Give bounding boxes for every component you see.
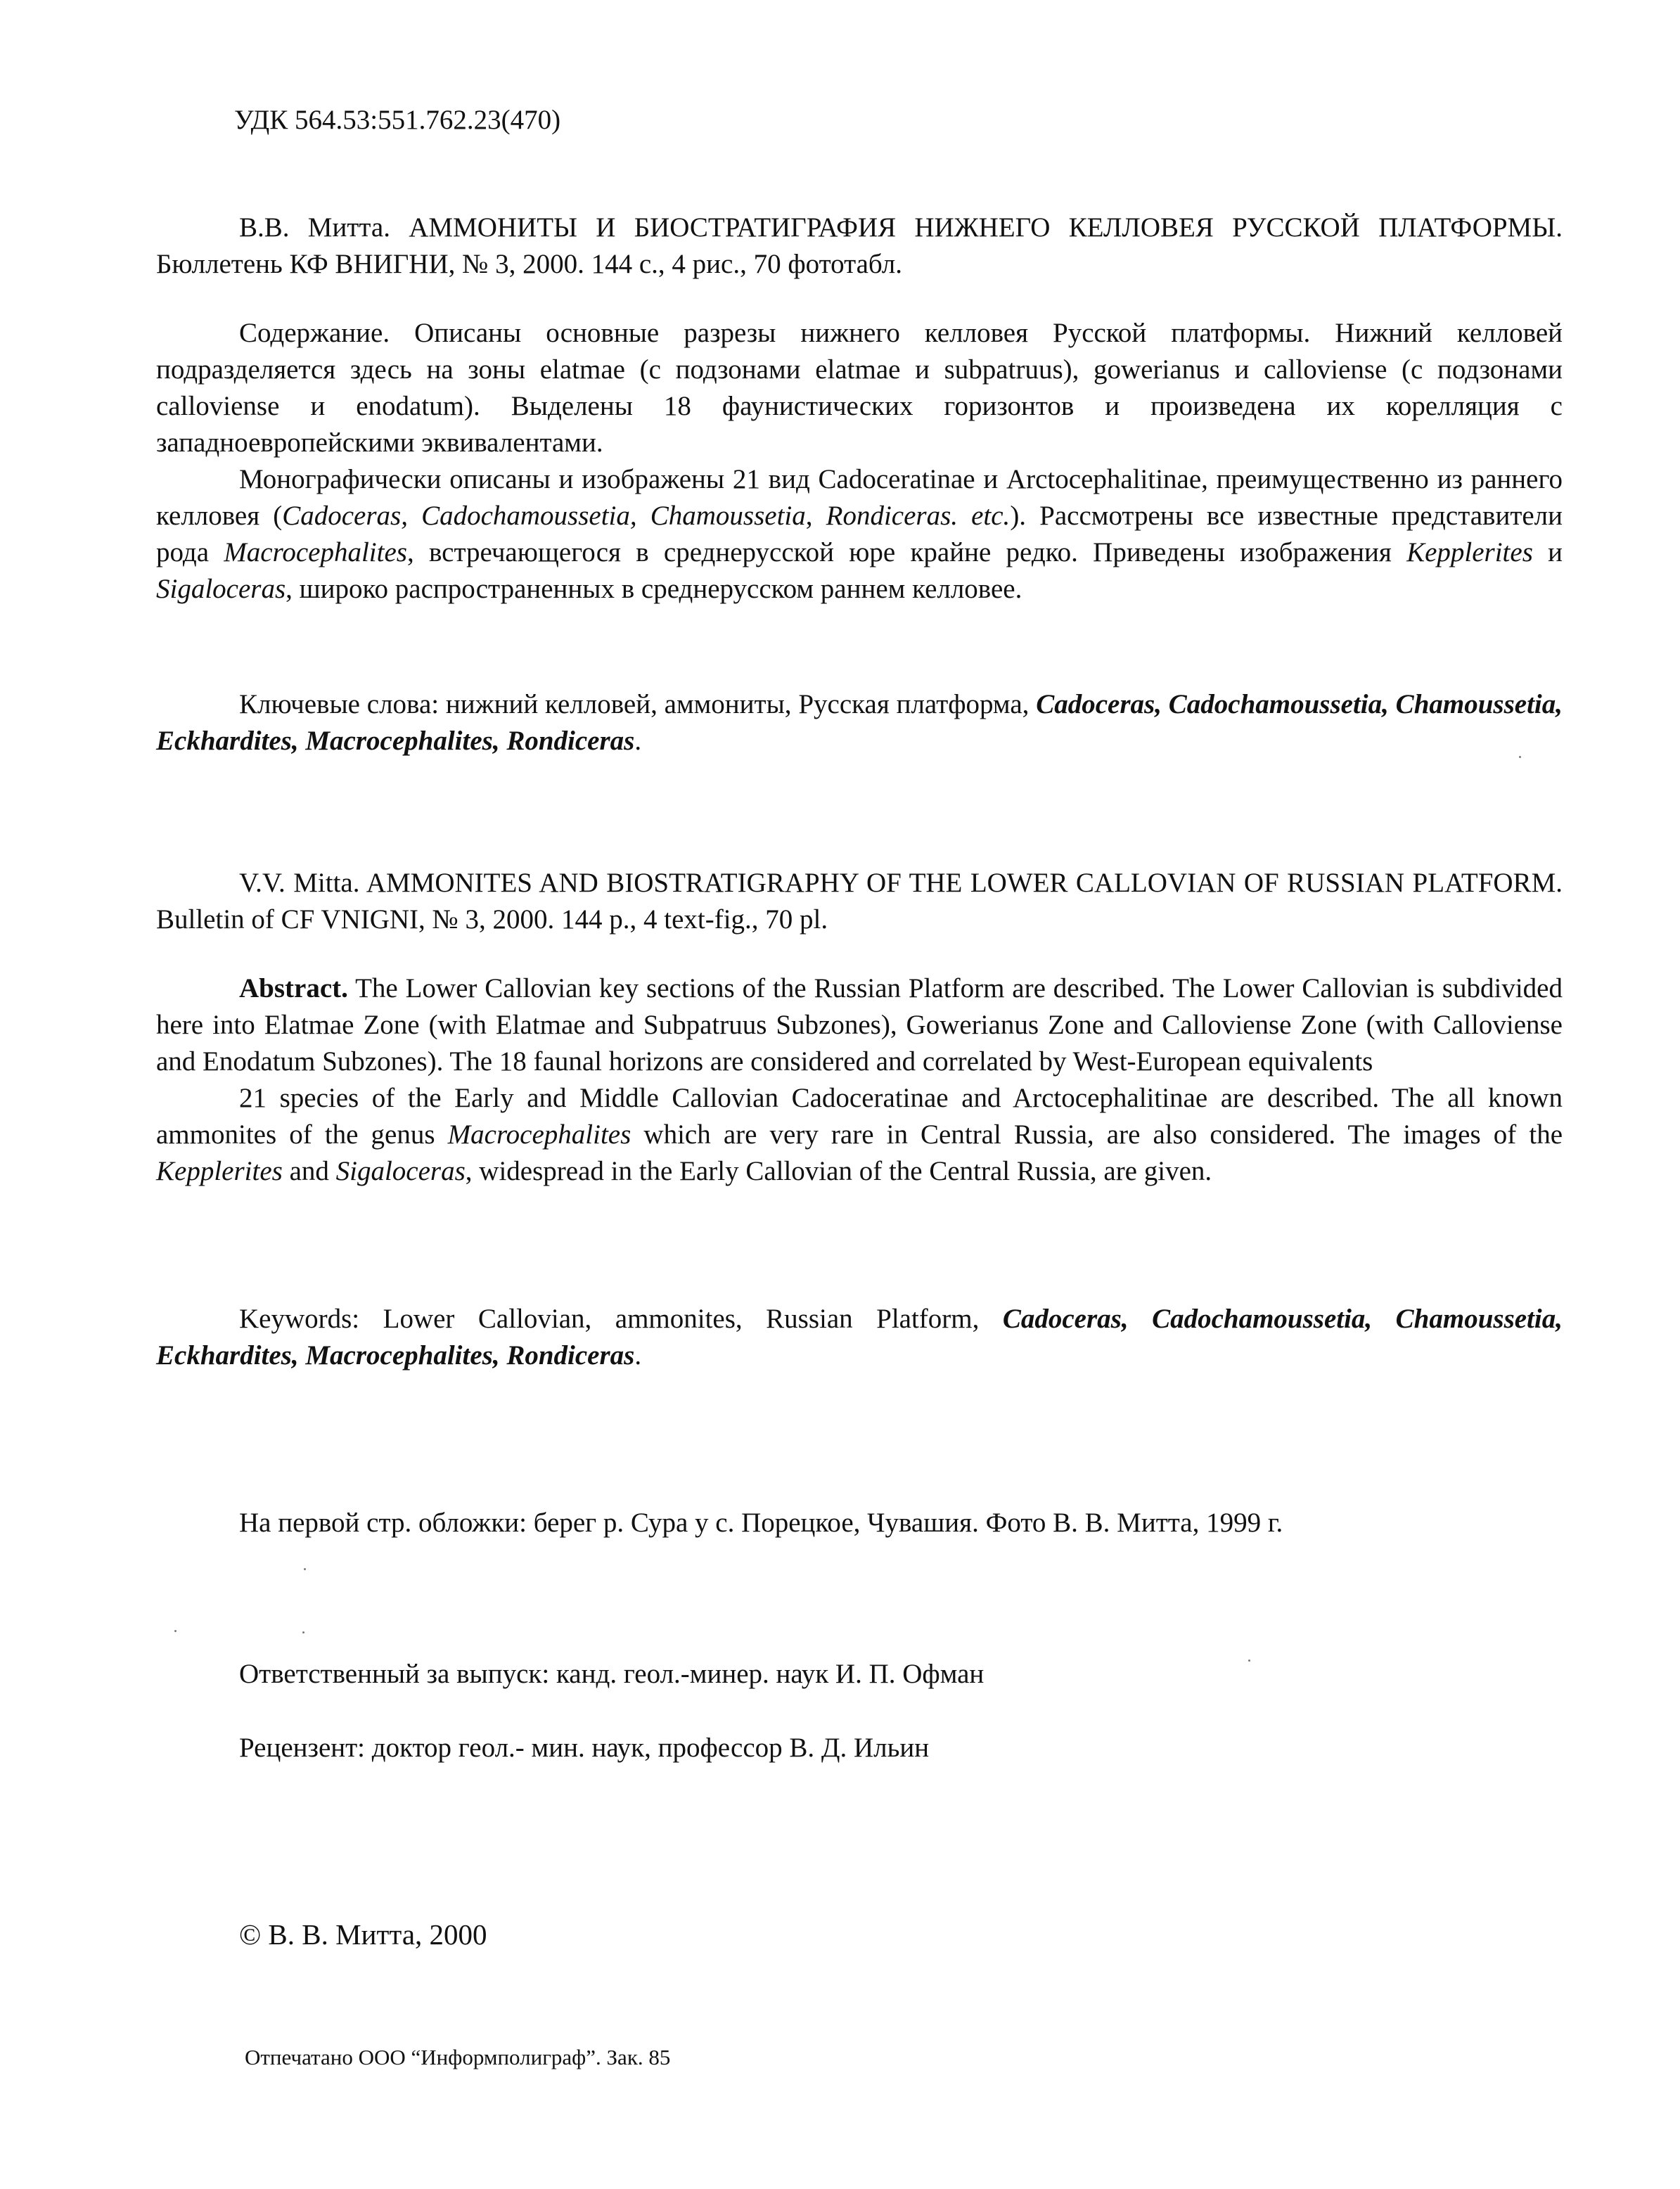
ru-p2-taxa-b: Rondiceras. etc. (826, 501, 1011, 531)
en-citation (156, 865, 1563, 938)
ru-p2-genus-sigaloceras: Sigaloceras (156, 574, 286, 604)
printer-imprint (245, 2039, 1229, 2076)
en-p2-genus-sigaloceras: Sigaloceras (335, 1156, 466, 1186)
en-title: AMMONITES AND BIOSTRATIGRAPHY OF THE LOWER CALLOVIAN OF RUSSIAN PLATFORM. (366, 868, 1563, 898)
scan-speck (1248, 1660, 1250, 1662)
cover-photo-note (239, 1505, 1575, 1541)
scan-speck (302, 1631, 304, 1633)
cover-photo-note-text: На первой стр. обложки: берег р. Сура у с. Порецкое, Чувашия. Фото В. В. Митта, 1999 г. (239, 1508, 1283, 1538)
ru-author: В.В. Митта. (239, 212, 409, 243)
scan-speck (174, 1630, 177, 1632)
ru-p2-text-k: , широко распространенных в среднерусском раннем келловее. (286, 574, 1022, 604)
en-p2-text-a: 21 species of the Early and Middle Callovian Cadoceratinae and Arctocephalitinae are described. The all known ammonites of the genus (156, 1083, 1563, 1150)
ru-keywords-end: . (634, 726, 642, 756)
responsible-editor-text: Ответственный за выпуск: канд. геол.-минер. наук И. П. Офман (239, 1659, 985, 1689)
ru-citation-line (156, 210, 1563, 283)
en-keywords-end: . (634, 1340, 642, 1370)
en-keywords (156, 1301, 1563, 1374)
reviewer (239, 1730, 1575, 1766)
en-abstract-text-1: The Lower Callovian key sections of the Russian Platform are described. The Lower Callovian is subdivided here into Elatmae Zone (with Elatmae and Subpatruus Subzones), Gowerianus Zone and Calloviense Zone (with Calloviense and Enodatum Subzones). The 18 faunal horizons are considered and correlated by West-European equivalents (156, 973, 1563, 1077)
ru-p2-genus-macrocephalites: Macrocephalites (224, 537, 407, 567)
en-keywords-label: Keywords: Lower Callovian, ammonites, Russian Platform, (239, 1304, 1003, 1334)
en-p2-genus-macrocephalites: Macrocephalites (447, 1119, 631, 1150)
en-abstract (156, 970, 1563, 1190)
udc-code (234, 102, 1078, 139)
responsible-editor (239, 1656, 1575, 1693)
ru-p2-genus-kepplerites: Kepplerites (1406, 537, 1533, 567)
copyright-text: © В. В. Митта, 2000 (239, 1918, 487, 1951)
copyright-notice (239, 1916, 1083, 1953)
scan-speck (304, 1568, 306, 1570)
udc-text: УДК 564.53:551.762.23(470) (234, 105, 561, 135)
en-abstract-label: Abstract. (239, 973, 348, 1003)
printer-imprint-text: Отпечатано ООО “Информполиграф”. Зак. 85 (245, 2045, 671, 2069)
ru-p2-text-c: , (805, 501, 826, 531)
en-p2-text-e: and (282, 1156, 336, 1186)
en-p2-genus-kepplerites: Kepplerites (156, 1156, 283, 1186)
ru-keywords-label: Ключевые слова: нижний келловей, аммониты, Русская платформа, (239, 689, 1037, 719)
en-p2-text-g: , widespread in the Early Callovian of the Central Russia, are given. (465, 1156, 1212, 1186)
ru-source: Бюллетень КФ ВНИГНИ, № 3, 2000. 144 с., 4 рис., 70 фототабл. (156, 249, 903, 279)
en-citation-line (156, 865, 1563, 938)
ru-summary-paragraph-2 (156, 461, 1563, 608)
ru-p2-text-a: Монографически описаны и изображены 21 вид Cadoceratinae и Arctocephalitinae, преимущественно из раннего келловея ( (156, 464, 1563, 531)
ru-p2-text-g: , встречающегося в среднерусской юре крайне редко. Приведены изображения (406, 537, 1407, 567)
en-source: Bulletin of CF VNIGNI, № 3, 2000. 144 p., 4 text-fig., 70 pl. (156, 904, 828, 935)
ru-p2-text-e: ). Рассмотрены все известные представители рода (156, 501, 1563, 567)
ru-p2-taxa-a: Cadoceras, Cadochamoussetia, Chamoussetia (282, 501, 806, 531)
scan-speck (1519, 756, 1521, 758)
reviewer-text: Рецензент: доктор геол.- мин. наук, профессор В. Д. Ильин (239, 1733, 930, 1763)
ru-p2-text-i: и (1532, 537, 1563, 567)
en-abstract-paragraph-1 (156, 970, 1563, 1080)
en-keywords-line (156, 1301, 1563, 1374)
ru-summary-paragraph-1: Содержание. Описаны основные разрезы нижнего келловея Русской платформы. Нижний келловей подразделяется здесь на зоны elatmae (с подзонами elatmae и subpatruus), gowerianus и calloviense (с подзонами calloviense и enodatum). Выделены 18 фаунистических горизонтов и произведена их корелляция с западноевропейскими эквивалентами. (156, 318, 1563, 458)
ru-title: АММОНИТЫ И БИОСТРАТИГРАФИЯ НИЖНЕГО КЕЛЛОВЕЯ РУССКОЙ ПЛАТФОРМЫ. (409, 212, 1563, 243)
en-p2-text-c: which are very rare in Central Russia, are also considered. The images of the (631, 1119, 1563, 1150)
ru-citation (156, 210, 1563, 283)
ru-keywords-taxa: Cadoceras, Cadochamoussetia, Chamoussetia, Eckhardites, Macrocephalites, Rondiceras (156, 689, 1563, 756)
ru-keywords (156, 686, 1563, 759)
ru-summary (156, 315, 1563, 608)
en-keywords-taxa: Cadoceras, Cadochamoussetia, Chamoussetia, Eckhardites, Macrocephalites, Rondiceras (156, 1304, 1563, 1370)
en-author: V.V. Mitta. (239, 868, 366, 898)
ru-keywords-line (156, 686, 1563, 759)
en-abstract-paragraph-2 (156, 1080, 1563, 1190)
